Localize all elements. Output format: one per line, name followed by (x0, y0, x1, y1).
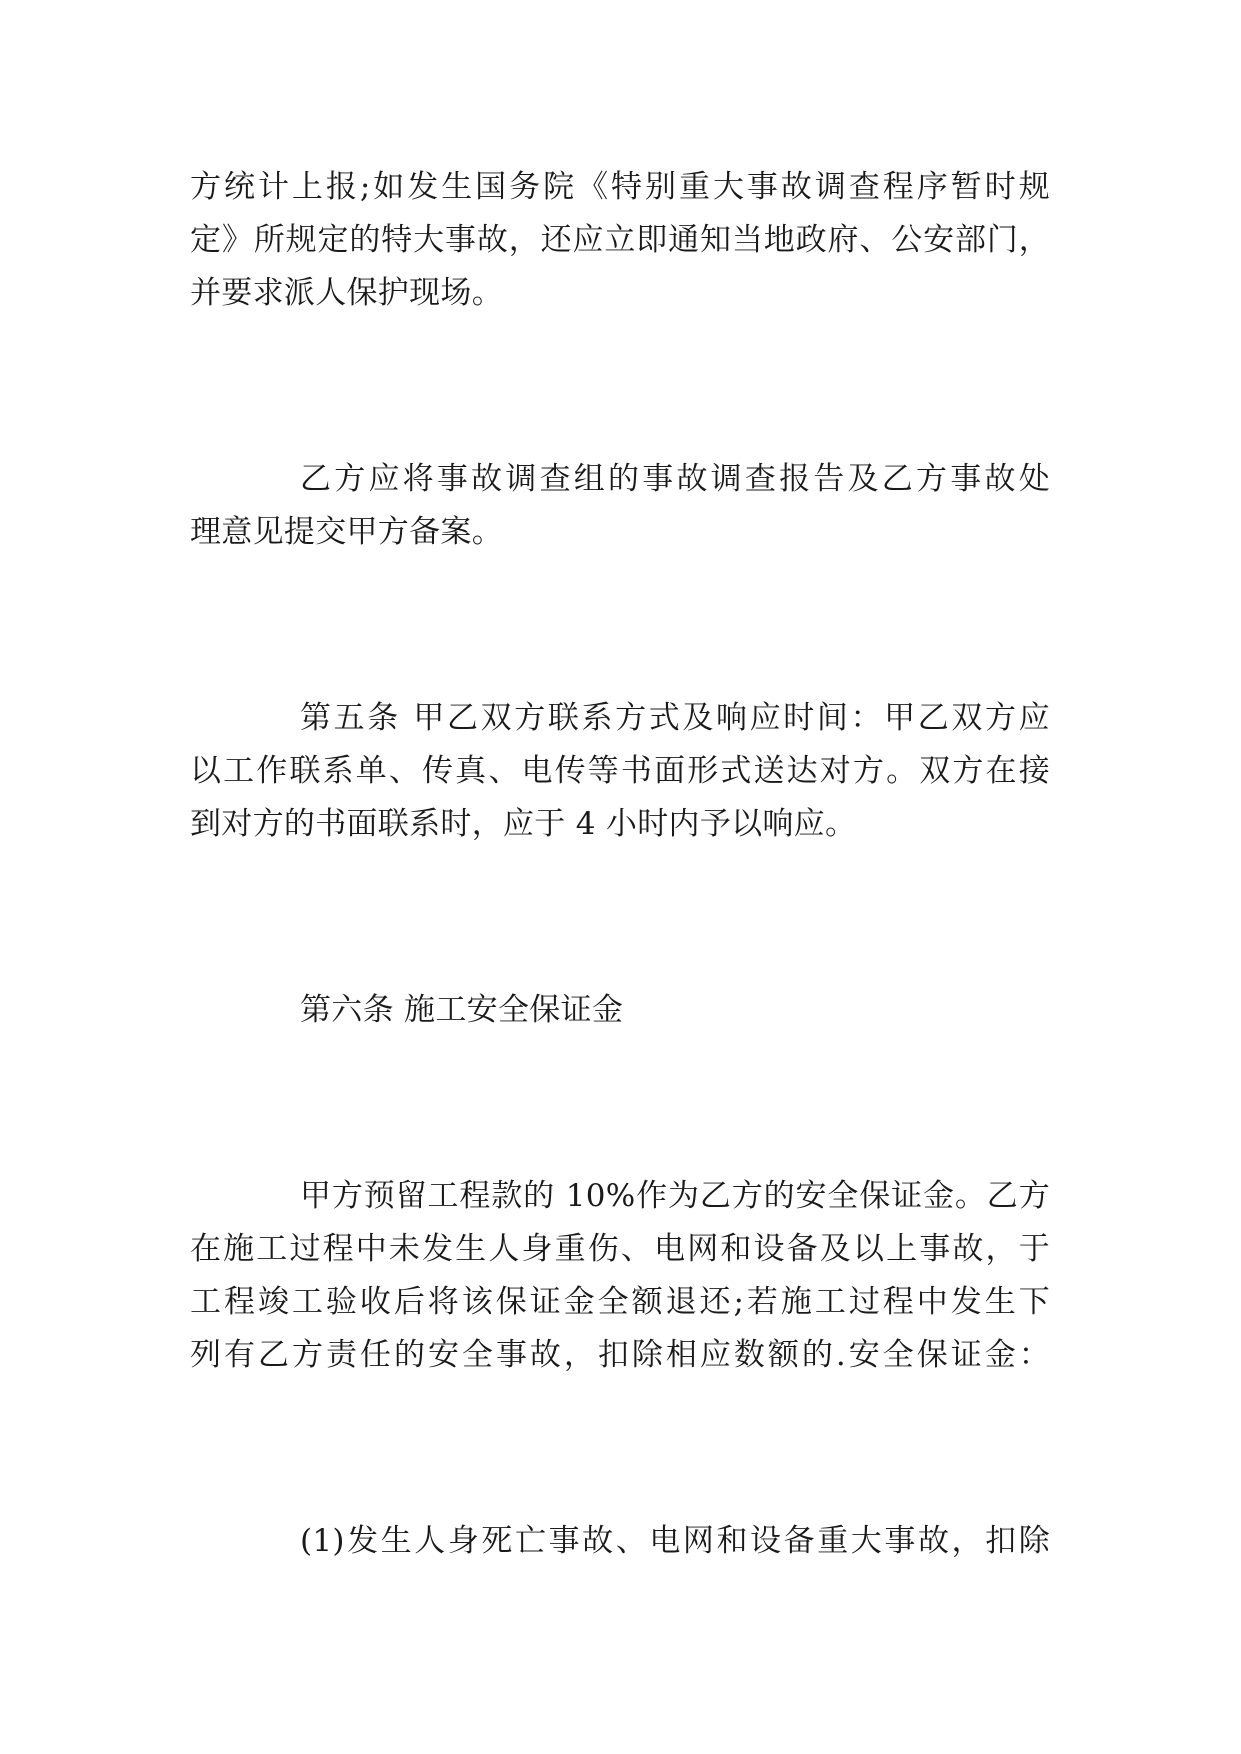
list-item-1-line-1: (1)发生人身死亡事故、电网和设备重大事故，扣除 (300, 1523, 1050, 1559)
paragraph-3-line-4: 列有乙方责任的安全事故，扣除相应数额的.安全保证金： (190, 1337, 1050, 1373)
paragraph-1-line-1: 方统计上报;如发生国务院《特别重大事故调查程序暂时规 (190, 169, 1050, 205)
article-5-line-2: 以工作联系单、传真、电传等书面形式送达对方。双方在接 (190, 753, 1050, 789)
paragraph-2-line-2: 理意见提交甲方备案。 (190, 514, 503, 550)
paragraph-3-line-2: 在施工过程中未发生人身重伤、电网和设备及以上事故，于 (190, 1231, 1050, 1267)
paragraph-1-line-2: 定》所规定的特大事故，还应立即通知当地政府、公安部门， (190, 222, 1050, 258)
article-5-line-1: 第五条 甲乙双方联系方式及响应时间：甲乙双方应 (300, 700, 1050, 736)
article-5-line-3: 到对方的书面联系时，应于 4 小时内予以响应。 (190, 806, 857, 842)
paragraph-1-line-3: 并要求派人保护现场。 (190, 275, 503, 311)
article-6-heading: 第六条 施工安全保证金 (300, 992, 624, 1028)
paragraph-3-line-1: 甲方预留工程款的 10%作为乙方的安全保证金。乙方 (300, 1178, 1050, 1214)
paragraph-2-line-1: 乙方应将事故调查组的事故调查报告及乙方事故处 (300, 461, 1050, 497)
paragraph-3-line-3: 工程竣工验收后将该保证金全额退还;若施工过程中发生下 (190, 1284, 1050, 1320)
